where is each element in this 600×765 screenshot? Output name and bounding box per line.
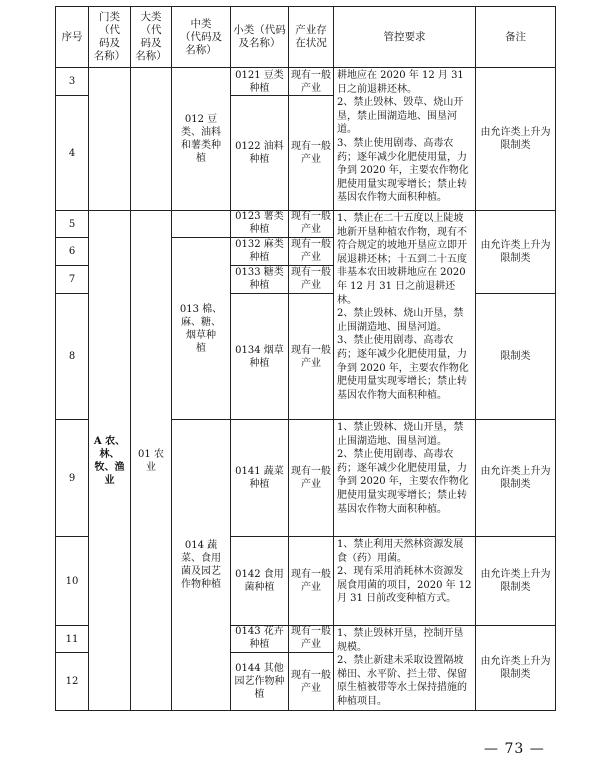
status-cell: 现有一般产业 <box>289 238 334 266</box>
header-zhonglei: 中类 （代码及 名称） <box>172 7 231 68</box>
note-cell: 由允许类上升为限制类 <box>476 626 556 711</box>
requirements-cell: 1、禁止毁林开垦，控制开垦规模。 2、禁止新建未采取设置隔坡梯田、水平阶、拦土带、保留原生植被带等水土保持措施的种植项目。 <box>334 626 476 711</box>
header-dalei: 大类 （代 码及 名称） <box>131 7 172 68</box>
seq-cell: 5 <box>56 211 89 238</box>
requirements-cell: 1、禁止利用天然林资源发展食（药）用菌。 2、现有采用消耗林木资源发展食用菌的项目，2020 年 12 月 31 日前改变种植方式。 <box>334 537 476 626</box>
status-cell: 现有一般产业 <box>289 626 334 653</box>
header-requirements: 管控要求 <box>334 7 476 68</box>
seq-cell: 6 <box>56 238 89 266</box>
dalei-cell-empty <box>131 68 172 211</box>
note-cell: 由允许类上升为限制类 <box>476 68 556 211</box>
status-cell: 现有一般产业 <box>289 266 334 294</box>
status-cell: 现有一般产业 <box>289 96 334 211</box>
header-xiaolei: 小类（代码 及名称） <box>231 7 289 68</box>
xiaolei-cell: 0132 麻类种植 <box>231 238 289 266</box>
xiaolei-cell: 0123 薯类种植 <box>231 211 289 238</box>
xiaolei-cell: 0141 蔬菜种植 <box>231 420 289 537</box>
zhonglei-cell: 013 棉、 麻、糖、 烟草种 植 <box>172 238 231 420</box>
requirements-cell: 1、禁止毁林、烧山开垦，禁止围湖造地、围垦河道。 2、禁止使用剧毒、高毒农药；逐年减少化肥使用量，力争到 2020 年，主要农作物化肥使用量实现零增长；禁止转基因农作物大面积种植。 <box>334 420 476 537</box>
note-cell: 由允许类上升为限制类 <box>476 537 556 626</box>
xiaolei-cell: 0121 豆类种植 <box>231 68 289 96</box>
xiaolei-cell: 0142 食用菌种植 <box>231 537 289 626</box>
note-cell: 由允许类上升为限制类 <box>476 211 556 294</box>
header-menlei: 门类 （代 码及 名称） <box>89 7 131 68</box>
xiaolei-cell: 0144 其他园艺作物种植 <box>231 653 289 711</box>
seq-cell: 10 <box>56 537 89 626</box>
header-note: 备注 <box>476 7 556 68</box>
menlei-cell-empty <box>89 68 131 211</box>
zhonglei-cell: 014 蔬 菜、食用 菌及园艺 作物种植 <box>172 420 231 711</box>
table-row <box>56 68 556 96</box>
status-cell: 现有一般产业 <box>289 537 334 626</box>
seq-cell: 4 <box>56 96 89 211</box>
seq-cell: 11 <box>56 626 89 653</box>
xiaolei-cell: 0134 烟草种植 <box>231 294 289 420</box>
requirements-cell: 耕地应在 2020 年 12 月 31 日之前退耕还林。 2、禁止毁林、毁草、烧山开垦，禁止围湖造地、围垦河道。 3、禁止使用剧毒、高毒农药；逐年减少化肥使用量，力争到 2020 年，主要农作物化肥使用量实现零增长；禁止转基因农作物大面积种植。 <box>334 68 476 211</box>
note-cell: 由允许类上升为限制类 <box>476 420 556 537</box>
note-cell: 限制类 <box>476 294 556 420</box>
menlei-cell: A 农、 林、 牧、渔 业 <box>89 211 131 711</box>
seq-cell: 3 <box>56 68 89 96</box>
page-number: — 73 — <box>484 741 545 757</box>
header-status: 产业存 在状况 <box>289 7 334 68</box>
header-seq: 序号 <box>56 7 89 68</box>
xiaolei-cell: 0122 油料种植 <box>231 96 289 211</box>
dalei-cell: 01 农 业 <box>131 211 172 711</box>
seq-cell: 12 <box>56 653 89 711</box>
table-header-row <box>56 7 556 68</box>
status-cell: 现有一般产业 <box>289 68 334 96</box>
status-cell: 现有一般产业 <box>289 211 334 238</box>
requirements-cell: 1、禁止在二十五度以上陡坡地新开垦种植农作物，现有不符合规定的坡地开垦应立即开展退耕还林；十五到二十五度非基本农田坡耕地应在 2020 年 12 月 31 日之前退耕还林。 2、禁止毁林、烧山开垦，禁止围湖造地、围垦河道。 3、禁止使用剧毒、高毒农药；逐年减少化肥使用量，力争到 2020 年，主要农作物化肥使用量实现零增长；禁止转基因农作物大面积种植。 <box>334 211 476 420</box>
status-cell: 现有一般产业 <box>289 420 334 537</box>
zhonglei-cell: 012 豆 类、油料 和薯类种 植 <box>172 68 231 211</box>
seq-cell: 8 <box>56 294 89 420</box>
industry-control-table <box>55 6 556 711</box>
seq-cell: 9 <box>56 420 89 537</box>
zhonglei-cell-empty <box>172 211 231 238</box>
xiaolei-cell: 0133 糖类种植 <box>231 266 289 294</box>
seq-cell: 7 <box>56 266 89 294</box>
xiaolei-cell: 0143 花卉种植 <box>231 626 289 653</box>
status-cell: 现有一般产业 <box>289 294 334 420</box>
status-cell: 现有一般产业 <box>289 653 334 711</box>
table-row <box>56 211 556 238</box>
